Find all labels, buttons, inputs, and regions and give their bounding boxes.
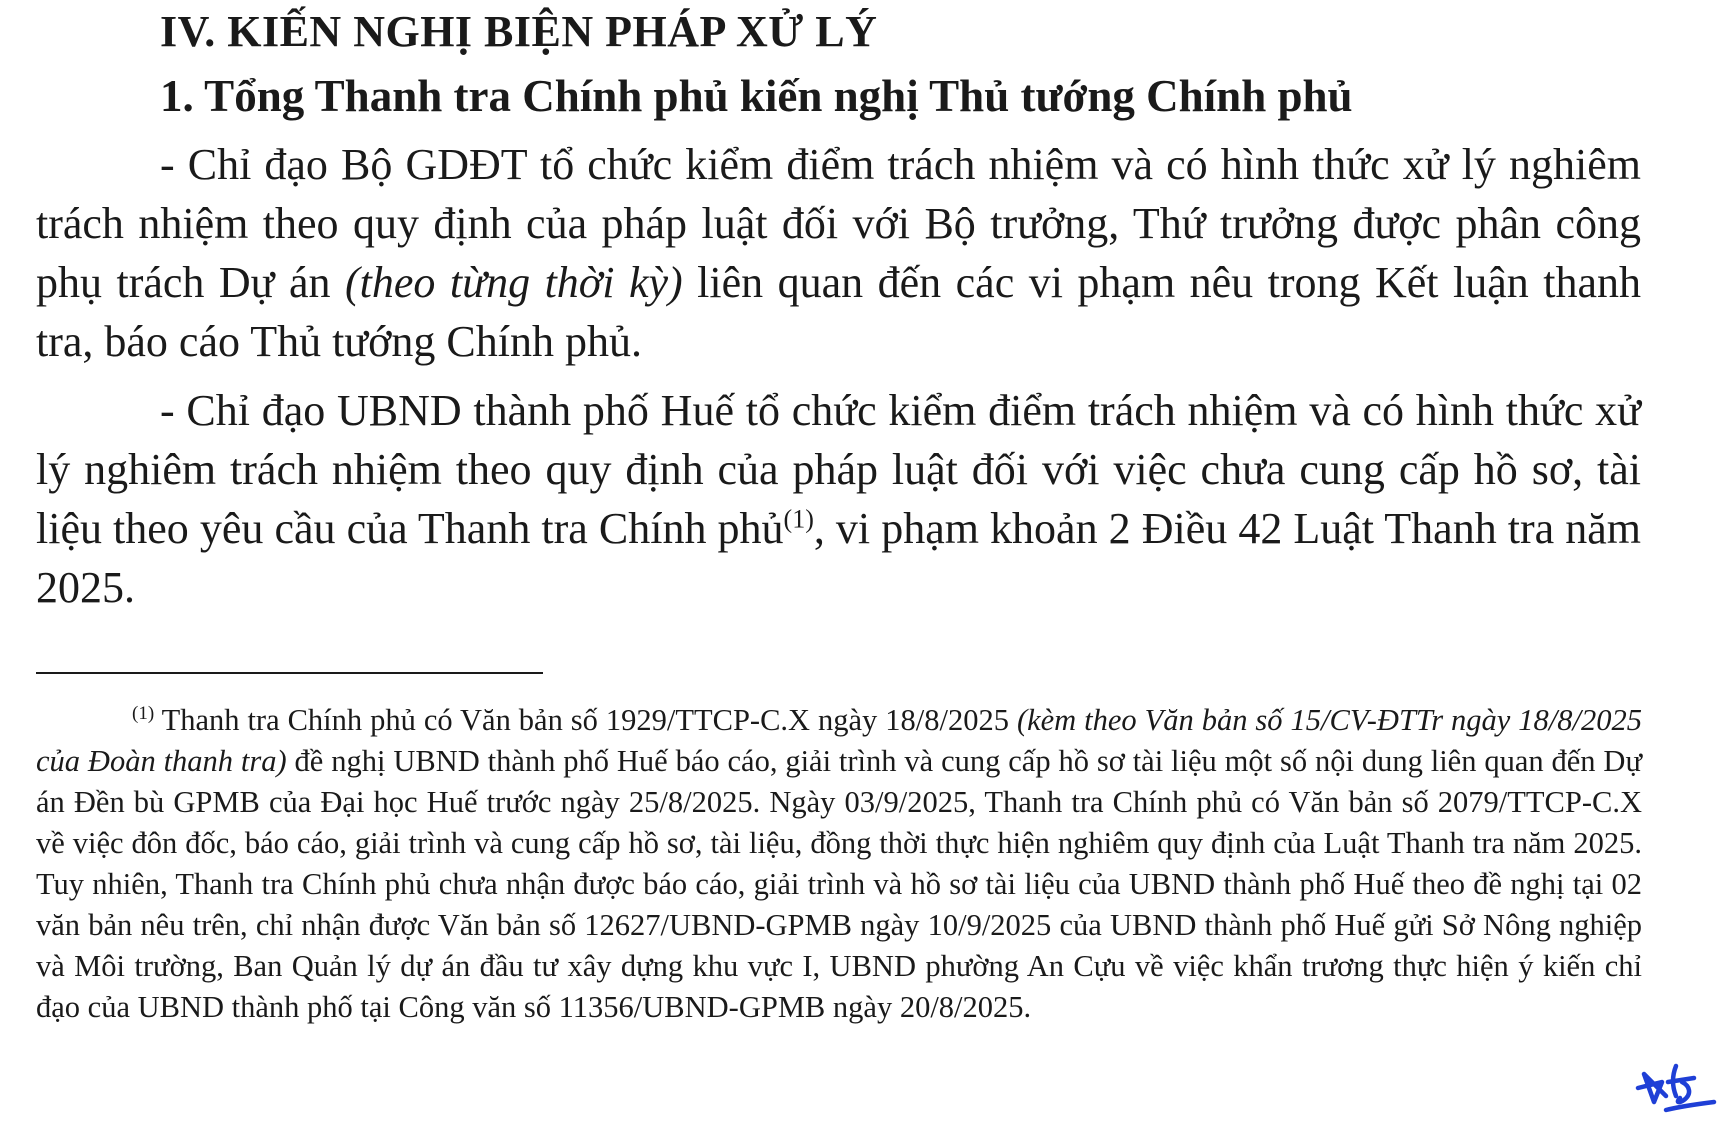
footnote-mark: (1) [132,702,155,724]
section-heading: IV. KIẾN NGHỊ BIỆN PHÁP XỬ LÝ [160,7,878,56]
initial-signature-icon [1632,1052,1720,1124]
footnote-italic: (kèm theo Văn bản số 15/CV-ĐTTr ngày 18/8/2025 của Đoàn thanh tra) [36,703,1642,778]
footnote-reference[interactable]: (1) [783,504,814,534]
paragraph-directive-moet [36,135,1641,371]
footnote-separator [36,672,543,674]
footnote-1 [36,700,1642,1028]
paragraph-1-text-b: liên quan đến các vi phạm nêu trong Kết luận thanh tra, báo cáo Thủ tướng Chính phủ. [36,258,1641,366]
footnote-text-b: đề nghị UBND thành phố Huế báo cáo, giải trình và cung cấp hồ sơ tài liệu một số nội dung liên quan đến Dự án Đền bù GPMB của Đại học Huế trước ngày 25/8/2025. Ngày 03/9/2025, Thanh tra Chính phủ có Văn bản số 2079/TTCP-C.X về việc đôn đốc, báo cáo, giải trình và cung cấp hồ sơ, tài liệu, đồng thời thực hiện nghiêm quy định của Luật Thanh tra năm 2025. Tuy nhiên, Thanh tra Chính phủ chưa nhận được báo cáo, giải trình và hồ sơ tài liệu của UBND thành phố Huế theo đề nghị tại 02 văn bản nêu trên, chỉ nhận được Văn bản số 12627/UBND-GPMB ngày 10/9/2025 của UBND thành phố Huế gửi Sở Nông nghiệp và Môi trường, Ban Quản lý dự án đầu tư xây dựng khu vực I, UBND phường An Cựu về việc khẩn trương thực hiện ý kiến chỉ đạo của UBND thành phố tại Công văn số 11356/UBND-GPMB ngày 20/8/2025. [36,744,1642,1024]
paragraph-2-text-b: , vi phạm khoản 2 Điều 42 Luật Thanh tra năm 2025. [36,504,1641,612]
paragraph-directive-hue [36,381,1641,617]
paragraph-1-text-a: - Chỉ đạo Bộ GDĐT tổ chức kiểm điểm trách nhiệm và có hình thức xử lý nghiêm trách nhiệm theo quy định của pháp luật đối với Bộ trưởng, Thứ trưởng được phân công phụ trách Dự án [36,140,1641,307]
subsection-heading: 1. Tổng Thanh tra Chính phủ kiến nghị Thủ tướng Chính phủ [160,71,1353,121]
footnote-text-a: Thanh tra Chính phủ có Văn bản số 1929/TTCP-C.X ngày 18/8/2025 [154,703,1017,737]
paragraph-1-italic: (theo từng thời kỳ) [345,258,683,307]
paragraph-2-text-a: - Chỉ đạo UBND thành phố Huế tổ chức kiểm điểm trách nhiệm và có hình thức xử lý nghiêm trách nhiệm theo quy định của pháp luật đối với việc chưa cung cấp hồ sơ, tài liệu theo yêu cầu của Thanh tra Chính phủ [36,386,1641,553]
